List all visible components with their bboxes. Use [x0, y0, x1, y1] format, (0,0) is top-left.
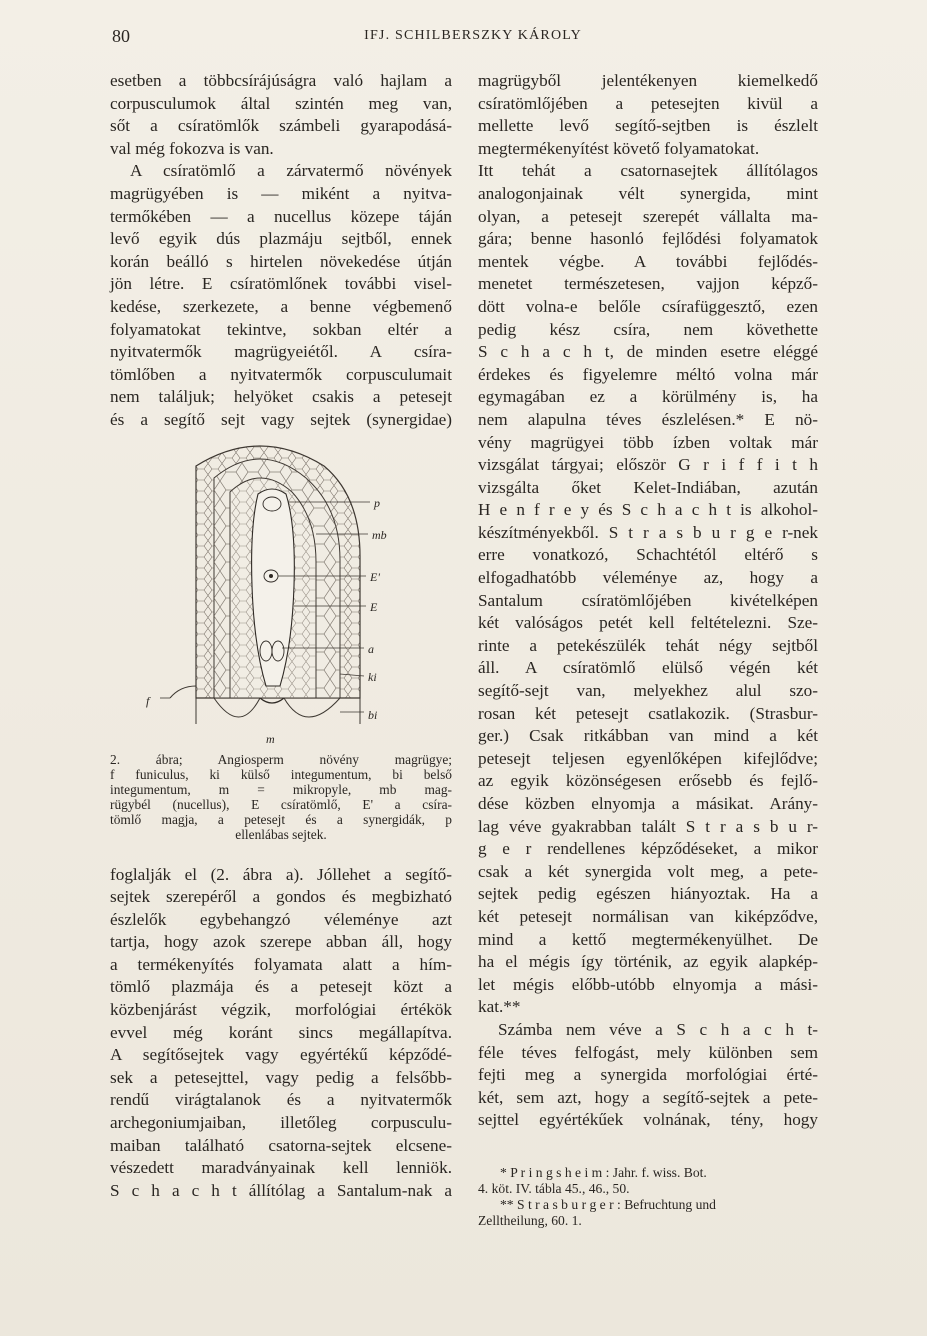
figure-label-f: f: [146, 693, 150, 708]
text-line: dése közben elnyomja a másikat. Arány-: [478, 794, 818, 813]
text-line: nem alapulna téves észlelésen.* E nö-: [478, 409, 818, 429]
text-line: elfogadhatóbb véleménye az, hogy a: [478, 568, 818, 588]
text-line: közbenjárást végzik, morfológiai értékök: [110, 1000, 452, 1020]
figure-label-bi: bi: [368, 707, 378, 722]
caption-line: rügybél (nucellus), E csíratömlő, E' a csíra-: [110, 796, 452, 812]
text-line: két valóságos petét kell feltételezni. Sze-: [478, 613, 818, 633]
caption-line: f funiculus, ki külső integumentum, bi belső: [110, 766, 452, 782]
text-line: S c h a c h t, de minden esetre eléggé: [478, 342, 818, 362]
text-line: mind a kettő megtermékenyülhet. De: [478, 929, 818, 949]
figure-label-ki: ki: [368, 669, 377, 684]
figure-ovule: [110, 436, 452, 746]
text-line: esetben a többcsírájúságra való hajlam a: [110, 71, 452, 90]
left-column: [110, 70, 452, 1202]
text-line: gára; benne hasonló fejlődési folyamatok: [478, 229, 818, 249]
text-line: vizsgálta őket Kelet-Indiában, azután: [478, 477, 818, 497]
text-line: menetet természetesen, vajjon képző-: [478, 274, 818, 294]
left-text-bottom: [110, 864, 452, 1203]
caption-line: ellenlábas sejtek.: [235, 826, 327, 842]
text-line: csak a két synergida volt meg, a pete-: [478, 861, 818, 881]
page-number: 80: [112, 26, 130, 46]
text-line: levő egyik dús plazmáju sejtből, ennek: [110, 229, 452, 249]
text-line: foglalják el (2. ábra a). Jóllehet a segítő-: [110, 864, 452, 884]
footnote-line: Zelltheilung, 60. 1.: [478, 1213, 582, 1228]
text-line: sejttel egyértékűek volnának, tény, hogy: [478, 1110, 818, 1130]
text-line: rosan két petesejt csatlakozik. (Strasbur-: [478, 703, 818, 723]
text-line: vizsgálat tárgyai; először G r i f f i t h: [478, 455, 818, 475]
text-line: mellette levő segítő-sejtben is észlelt: [478, 116, 818, 136]
micropyle: [196, 698, 360, 724]
figure-caption: [110, 752, 452, 842]
text-line: két petesejt normálisan van kiképződve,: [478, 906, 818, 926]
text-line: A csíratömlő a zárvatermő növények: [130, 161, 452, 181]
right-column: [478, 70, 818, 1132]
text-line: két, sem azt, hogy a segítő-sejtek a pete-: [478, 1087, 818, 1107]
text-line: csíratömlőjében a petesejten kivül a: [478, 93, 818, 113]
text-line: val még fokozva is van.: [110, 138, 274, 158]
text-line: A segítősejtek vagy egyértékű képződé-: [110, 1045, 452, 1065]
text-line: archegoniumjaiban, illetőleg corpusculu-: [110, 1113, 452, 1133]
text-line: megtermékenyítést követő folyamatokat.: [478, 138, 760, 158]
text-line: folyamatokat tekintve, sokban eltér a: [110, 319, 452, 339]
text-line: sejtek szerepéről a gondos és megbizható: [110, 887, 452, 907]
text-line: rendű virágtalanok és a nyitvatermők: [110, 1090, 452, 1110]
text-line: Itt tehát a csatornasejtek állítólagos: [478, 161, 818, 181]
text-line: olyan, a petesejt szerepét vállalta ma-: [478, 206, 818, 226]
page-header: [0, 26, 927, 50]
text-line: magrügyből jelentékenyen kiemelkedő: [478, 71, 818, 90]
text-line: g e r rendellenes képződéseket, a mikor: [478, 839, 818, 859]
text-line: ger.) Csak ritkábban van mind a két: [478, 726, 818, 746]
footnote-line: ** S t r a s b u r g e r : Befruchtung und: [500, 1197, 716, 1212]
funiculus: [170, 686, 196, 698]
text-line: kat.**: [478, 997, 521, 1017]
text-line: féle téves felfogást, mely különben sem: [478, 1042, 818, 1062]
text-line: petesejt teljesen egyenlőképen kifejlődve;: [478, 748, 818, 768]
figure-label-a: a: [368, 641, 374, 656]
text-line: vény magrügyei több ízben voltak már: [478, 432, 818, 452]
text-line: fejti meg a synergida morfológiai érté-: [478, 1065, 818, 1085]
text-line: pedig kész csíra, nem követhette: [478, 319, 818, 339]
text-line: tömlőben a nyitvatermők corpusculumait: [110, 364, 452, 384]
text-line: tömlő plazmája és a petesejt közt a: [110, 977, 452, 997]
text-line: let mégis előbb-utóbb elnyomja a mási-: [478, 974, 818, 994]
text-line: sőt a csíratömlők számbeli gyarapodásá-: [110, 116, 452, 136]
running-head: IFJ. SCHILBERSZKY KÁROLY: [364, 28, 582, 43]
footnote-line: * P r i n g s h e i m : Jahr. f. wiss. Bot.: [500, 1165, 707, 1180]
text-line: áll. A csíratömlő elülső végén két: [478, 658, 818, 678]
text-line: készítményekből. S t r a s b u r g e r-nek: [478, 522, 818, 542]
text-line: S c h a c h t állítólag a Santalum-nak a: [110, 1180, 452, 1200]
text-line: Santalum csíratömlőjében kivételképen: [478, 590, 818, 610]
text-line: lag véve gyakrabban talált S t r a s b u r-: [478, 816, 818, 836]
text-line: jön létre. E csíratömlőnek további visel-: [110, 274, 452, 294]
text-line: sek a petesejttel, vagy pedig a felsőbb-: [110, 1067, 452, 1087]
text-line: Számba nem véve a S c h a c h t-: [498, 1019, 818, 1039]
text-line: érdekes és figyelemre méltó volna már: [478, 364, 818, 384]
text-line: egymagában ez a körülmény is, ha: [478, 387, 818, 407]
caption-line: integumentum, m = mikropyle, mb mag-: [110, 781, 452, 797]
figure-label-e-prime: E': [370, 569, 380, 584]
figure-label-e: E: [370, 599, 378, 614]
text-line: sejtek pedig egészen hiányoztak. Ha a: [478, 884, 818, 904]
text-line: maiban található csatorna-sejtek elcsene-: [110, 1135, 452, 1155]
text-line: magrügyében is — miként a nyitva-: [110, 183, 452, 203]
text-line: észlelők egybehangzó véleménye azt: [110, 909, 452, 929]
text-line: a termékenyítés folyamata alatt a hím-: [110, 954, 452, 974]
figure-label-m: m: [266, 731, 275, 746]
text-line: nem találjuk; helyöket csakis a petesejt: [110, 387, 452, 407]
text-line: ha el mégis így történik, az egyik alapkép-: [478, 952, 818, 972]
ovule-drawing: [110, 436, 452, 746]
figure-label-mb: mb: [372, 527, 387, 542]
text-line: rinte a petekészülék tehát négy sejtből: [478, 635, 818, 655]
text-line: evvel még koránt sincs megállapítva.: [110, 1022, 452, 1042]
left-text-top: [110, 70, 452, 432]
text-line: segítő-sejt van, melyekhez alul szo-: [478, 681, 818, 701]
text-line: corpusculumok által szintén meg van,: [110, 93, 452, 113]
text-line: mentek végbe. A további fejlődés-: [478, 251, 818, 271]
text-line: és a segítő sejt vagy sejtek (synergidae): [110, 409, 452, 429]
text-line: analogonjainak vélt synergida, mint: [478, 183, 818, 203]
caption-line: tömlő magja, a petesejt és a synergidák, p: [110, 811, 452, 827]
text-line: kedése, szerkezete, a benne végbemenő: [110, 296, 452, 316]
text-line: termőkében — a nucellus közepe táján: [110, 206, 452, 226]
figure-label-p: p: [374, 495, 380, 510]
text-line: H e n f r e y és S c h a c h t is alkohol-: [478, 500, 818, 520]
text-line: korán beálló s hirtelen növekedése útján: [110, 251, 452, 271]
caption-line: 2. ábra; Angiosperm növény magrügye;: [110, 751, 452, 767]
text-line: dött volna-e belőle csírafüggesztő, ezen: [478, 296, 818, 316]
footnote-line: 4. köt. IV. tábla 45., 46., 50.: [478, 1181, 630, 1196]
footnotes: [478, 1165, 818, 1229]
text-line: az egyik közönségesen erősebb és fejlő-: [478, 771, 818, 791]
text-line: erre vonatkozó, Schachtétól eltérő s: [478, 545, 818, 565]
text-line: nyitvatermők magrügyeiétől. A csíra-: [110, 342, 452, 362]
text-line: vészedett maradványainak kell lenniök.: [110, 1158, 452, 1178]
text-line: tartja, hogy azok szerepe abban áll, hogy: [110, 932, 452, 952]
